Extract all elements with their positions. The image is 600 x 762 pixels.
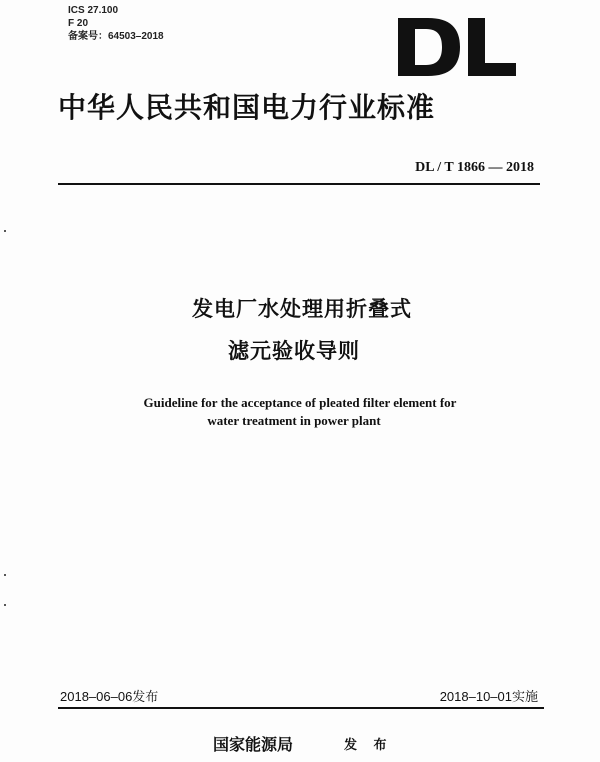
standard-number: DL / T 1866 — 2018	[415, 160, 534, 175]
chinese-title-line-2: 滤元验收导则	[228, 339, 360, 363]
publish-label: 发 布	[344, 738, 393, 753]
issue-date: 2018–06–06发布	[60, 689, 159, 704]
bottom-divider	[58, 707, 544, 709]
scan-speck	[4, 574, 6, 576]
implementation-date: 2018–10–01实施	[439, 689, 538, 704]
english-title-line-1: Guideline for the acceptance of pleated filter element for	[143, 395, 457, 410]
publisher-name: 国家能源局	[213, 735, 294, 754]
dl-logo-mark	[398, 18, 516, 76]
classification-block	[68, 4, 164, 43]
dl-logo	[398, 18, 516, 76]
record-number: 备案号：64503–2018	[68, 31, 164, 42]
chinese-title-line-1: 发电厂水处理用折叠式	[192, 297, 412, 321]
scan-speck	[4, 230, 6, 232]
english-title-line-2: water treatment in power plant	[207, 413, 381, 428]
ccs-code: F 20	[68, 18, 89, 29]
top-divider	[58, 183, 540, 185]
scan-speck	[4, 604, 6, 606]
ics-code: ICS 27.100	[68, 5, 119, 16]
standard-category-title: 中华人民共和国电力行业标准	[58, 91, 436, 124]
